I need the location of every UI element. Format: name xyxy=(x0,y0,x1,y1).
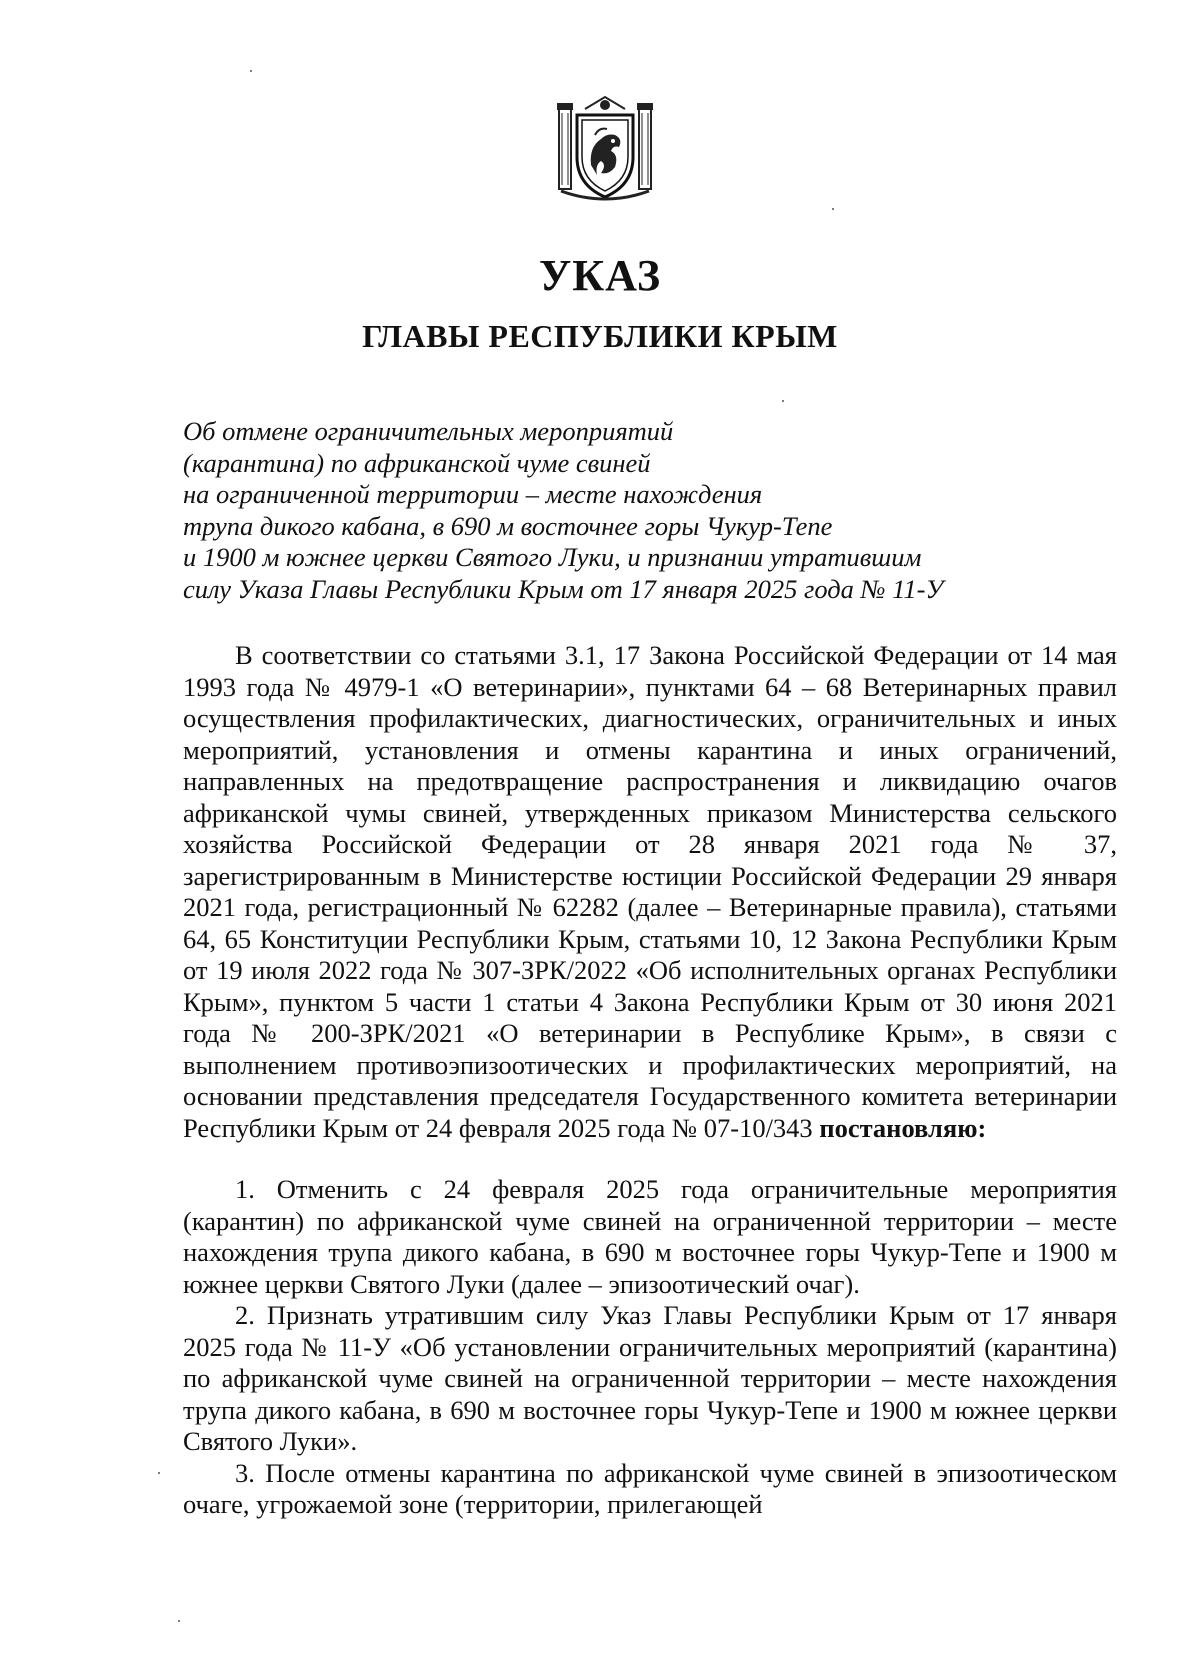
subject-line: на ограниченной территории – месте нахождения xyxy=(183,479,763,509)
scan-speck xyxy=(250,70,252,72)
preamble-paragraph xyxy=(183,640,1117,1144)
decree-item-2: 2. Признать утратившим силу Указ Главы Республики Крым от 17 января 2025 года № 11-У «Об установлении ограничительных мероприятий (карантина) по африканской чуме свиней на ограниченной территории – месте нахождения трупа дикого кабана, в 690 м восточнее горы Чукур-Тепе и 1900 м южнее церкви Святого Луки». xyxy=(183,1300,1117,1456)
document-subtitle: ГЛАВЫ РЕСПУБЛИКИ КРЫМ xyxy=(362,318,838,354)
subject-line: Об отмене ограничительных мероприятий xyxy=(183,416,674,446)
scan-speck xyxy=(178,1620,180,1622)
scan-speck xyxy=(832,208,834,210)
decree-subject xyxy=(183,416,1003,605)
subject-line: силу Указа Главы Республики Крым от 17 января 2025 года № 11-У xyxy=(183,573,944,604)
preamble-text: В соответствии со статьями 3.1, 17 Закона Российской Федерации от 14 мая 1993 года № 4979-1 «О ветеринарии», пунктами 64 – 68 Ветеринарных правил осуществления профилактических, диагностических, ограничительных и иных мероприятий, установления и отмены карантина и иных ограничений, направленных на предотвращение распространения и ликвидацию очагов африканской чумы свиней, утвержденных приказом Министерства сельского хозяйства Российской Федерации от 28 января 2021 года № 37, зарегистрированным в Министерстве юстиции Российской Федерации 29 января 2021 года, регистрационный № 62282 (далее – Ветеринарные правила), статьями 64, 65 Конституции Республики Крым, статьями 10, 12 Закона Республики Крым от 19 июля 2022 года № 307-ЗРК/2022 «Об исполнительных органах Республики Крым», пунктом 5 части 1 статьи 4 Закона Республики Крым от 30 июня 2021 года № 200-ЗРК/2021 «О ветеринарии в Республике Крым», в связи с выполнением противоэпизоотических и профилактических мероприятий, на основании представления председателя Государственного комитета ветеринарии Республики Крым от 24 февраля 2025 года № 07-10/343 xyxy=(183,640,1117,1143)
subject-line: (карантина) по африканской чуме свиней xyxy=(183,447,651,478)
document-title: УКАЗ xyxy=(538,251,662,300)
decree-body xyxy=(183,640,1117,1521)
scan-speck xyxy=(782,400,784,402)
decree-word: постановляю: xyxy=(819,1112,987,1143)
coat-of-arms-crimea-icon xyxy=(555,95,655,205)
decree-item-3: 3. После отмены карантина по африканской чуме свиней в эпизоотическом очаге, угрожаемой зоне (территории, прилегающей xyxy=(183,1457,1117,1519)
scan-speck xyxy=(158,1472,160,1474)
subject-line: трупа дикого кабана, в 690 м восточнее горы Чукур-Тепе xyxy=(183,510,833,541)
decree-item-1: 1. Отменить с 24 февраля 2025 года ограничительные мероприятия (карантин) по африканской чуме свиней на ограниченной территории – месте нахождения трупа дикого кабана, в 690 м восточнее горы Чукур-Тепе и 1900 м южнее церкви Святого Луки (далее – эпизоотический очаг). xyxy=(183,1174,1117,1299)
subject-line: и 1900 м южнее церкви Святого Луки, и признании утратившим xyxy=(183,542,922,572)
